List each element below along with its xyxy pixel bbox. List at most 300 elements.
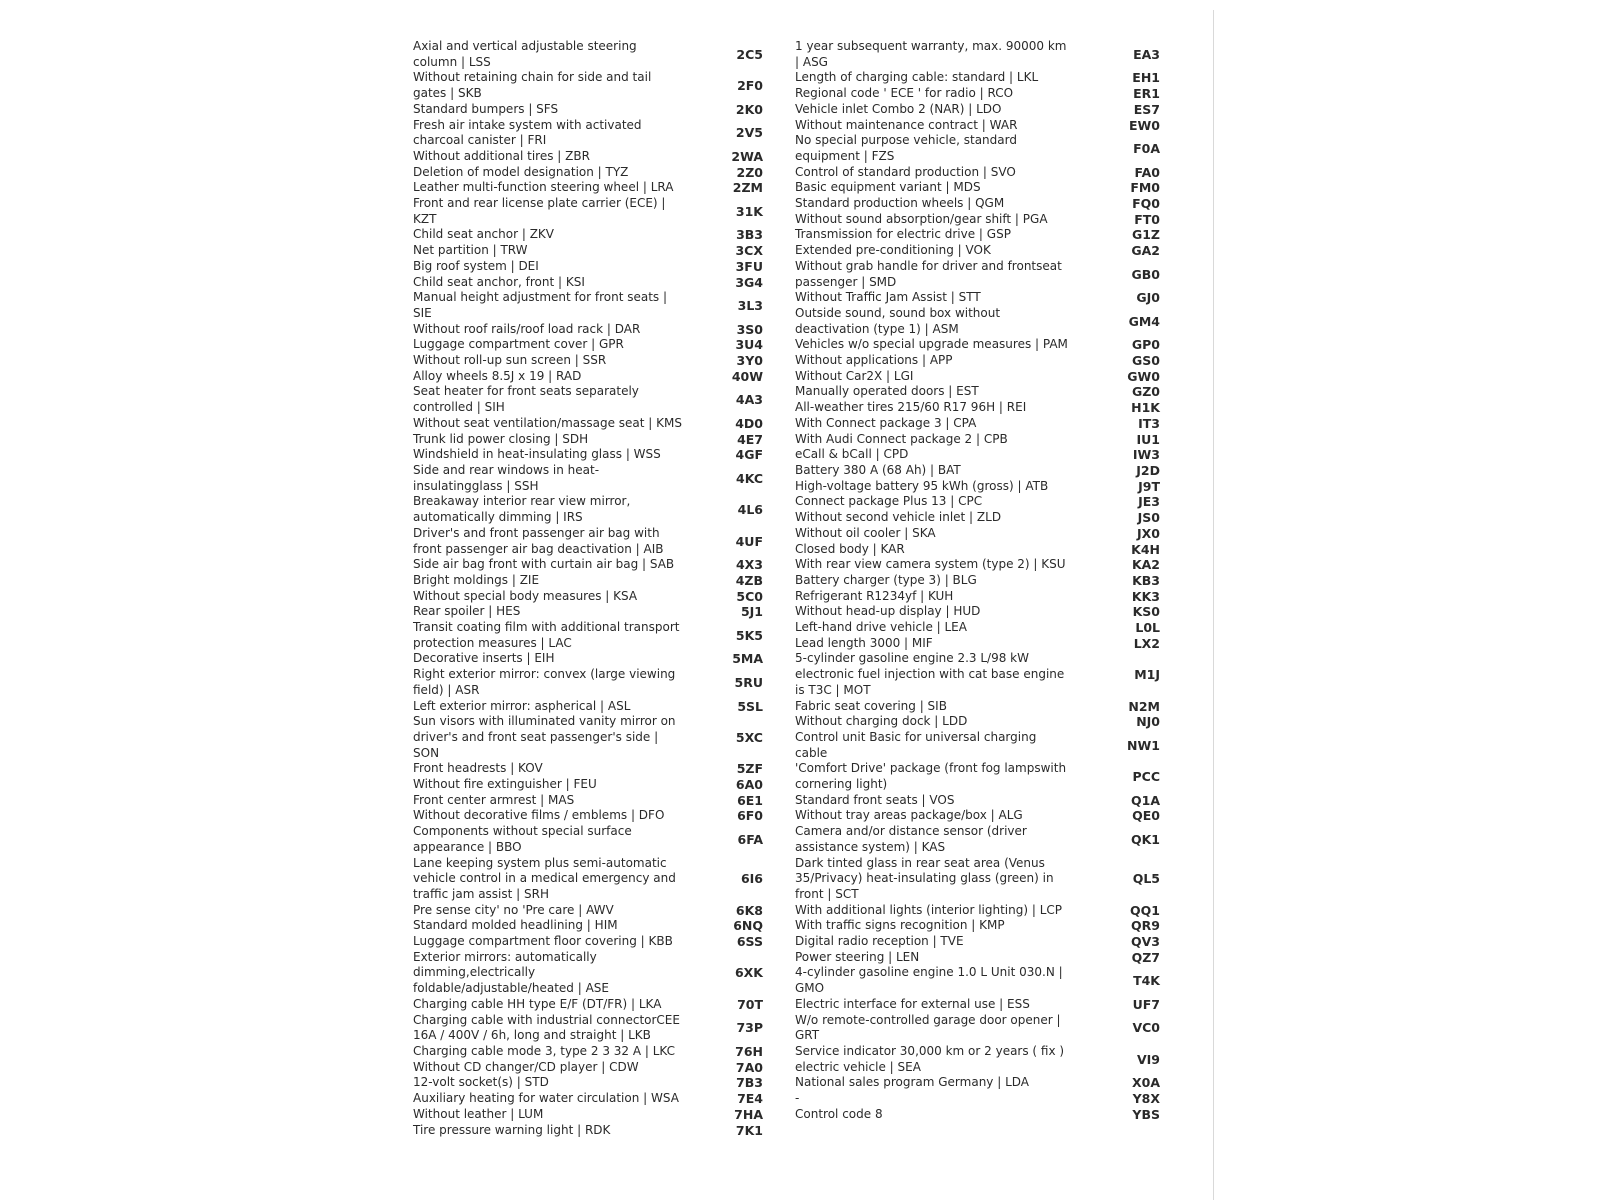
option-code: GZ0 [1131, 384, 1160, 400]
option-entry [795, 212, 1170, 228]
option-description: Big roof system | DEI [413, 258, 539, 273]
option-code: YBS [1132, 1106, 1160, 1122]
option-entry [795, 573, 1170, 589]
option-code: 4X3 [735, 557, 763, 573]
option-code: 4A3 [735, 392, 763, 408]
option-code: 2WA [731, 148, 763, 164]
option-code: ER1 [1133, 86, 1160, 102]
option-code: 4UF [735, 533, 763, 549]
option-code: PCC [1132, 769, 1160, 785]
option-code: K4H [1131, 541, 1160, 557]
option-entry [413, 259, 765, 275]
option-entry [795, 384, 1170, 400]
option-description: Axial and vertical adjustable steering column | LSS [413, 39, 637, 69]
option-code: 6E1 [737, 792, 763, 808]
option-description: Dark tinted glass in rear seat area (Venus 35/Privacy) heat-insulating glass (green) in front | SCT [795, 855, 1054, 901]
option-entry [795, 604, 1170, 620]
option-entry [795, 808, 1170, 824]
option-code: LX2 [1133, 635, 1160, 651]
option-entry [795, 290, 1170, 306]
option-description: W/o remote-controlled garage door opener | GRT [795, 1012, 1061, 1043]
option-code: Y8X [1132, 1091, 1160, 1107]
option-description: Without applications | APP [795, 353, 953, 368]
option-description: Without tray areas package/box | ALG [795, 808, 1023, 823]
option-entry [413, 180, 765, 196]
option-description: Without additional tires | ZBR [413, 148, 590, 163]
option-code: L0L [1135, 620, 1160, 636]
option-code: 2V5 [735, 125, 763, 141]
option-code: 76H [735, 1044, 763, 1059]
option-code: J2D [1136, 462, 1160, 478]
option-code: 2C5 [736, 46, 763, 62]
option-description: Lane keeping system plus semi-automatic vehicle control in a medical emergency and traffic jam assist | SRH [413, 855, 676, 901]
option-description: Manual height adjustment for front seats | SIE [413, 290, 668, 320]
option-code: FM0 [1130, 180, 1160, 196]
option-entry [413, 589, 765, 605]
option-description: Vehicle inlet Combo 2 (NAR) | LDO [795, 101, 1002, 116]
option-code: 6I6 [740, 871, 763, 887]
option-description: No special purpose vehicle, standard equipment | FZS [795, 133, 1017, 163]
option-code: 5K5 [735, 627, 763, 643]
option-code: T4K [1133, 973, 1160, 989]
option-entry [795, 494, 1170, 510]
option-entry [795, 934, 1170, 950]
option-entry [795, 793, 1170, 809]
option-entry [795, 227, 1170, 243]
option-description: Extended pre-conditioning | VOK [795, 243, 991, 258]
option-code: F0A [1133, 141, 1160, 157]
option-code: 40W [731, 368, 763, 384]
option-entry [795, 918, 1170, 934]
option-entry [795, 306, 1170, 337]
option-entry [795, 118, 1170, 134]
option-description: Fabric seat covering | SIB [795, 698, 947, 713]
option-description: eCall & bCall | CPD [795, 447, 909, 462]
option-description: Without seat ventilation/massage seat | KMS [413, 415, 682, 430]
option-description: With rear view camera system (type 2) | KSU [795, 557, 1066, 572]
option-entry [413, 165, 765, 181]
option-description: Battery 380 A (68 Ah) | BAT [795, 462, 961, 477]
option-code: KS0 [1132, 604, 1160, 620]
option-description: Luggage compartment cover | GPR [413, 337, 624, 352]
option-code: IU1 [1136, 431, 1160, 447]
option-description: Pre sense city' no 'Pre care | AWV [413, 902, 614, 917]
option-entry [795, 369, 1170, 385]
option-entry [795, 651, 1170, 698]
option-description: With Audi Connect package 2 | CPB [795, 431, 1008, 446]
option-entry [413, 447, 765, 463]
option-code: NW1 [1127, 737, 1160, 753]
page-edge-divider [1213, 10, 1214, 1200]
option-description: Child seat anchor, front | KSI [413, 274, 585, 289]
option-description: Side air bag front with curtain air bag | SAB [413, 557, 675, 572]
option-description: Without sound absorption/gear shift | PGA [795, 211, 1048, 226]
option-entry [795, 557, 1170, 573]
option-description: Rear spoiler | HES [413, 604, 521, 619]
option-code: EH1 [1132, 70, 1160, 86]
option-description: Without leather | LUM [413, 1106, 544, 1121]
option-entry [413, 102, 765, 118]
option-description: Without second vehicle inlet | ZLD [795, 510, 1002, 525]
option-entry [795, 1044, 1170, 1075]
option-entry [795, 165, 1170, 181]
option-description: Digital radio reception | TVE [795, 934, 964, 949]
option-entry [413, 463, 765, 494]
option-entry [413, 118, 765, 149]
option-entry [413, 70, 765, 101]
option-code: 31K [735, 203, 763, 219]
option-entry [795, 400, 1170, 416]
option-code: 6F0 [737, 808, 763, 824]
option-entry [413, 557, 765, 573]
option-description: Standard molded headlining | HIM [413, 918, 618, 933]
option-code: QR9 [1131, 918, 1160, 934]
option-code: JX0 [1137, 525, 1160, 541]
option-description: Control unit Basic for universal charging cable [795, 729, 1037, 760]
option-entry [413, 620, 765, 651]
option-code: KA2 [1131, 557, 1160, 573]
option-description: Vehicles w/o special upgrade measures | PAM [795, 337, 1068, 352]
option-entry [795, 39, 1170, 70]
left-column [413, 39, 765, 1138]
option-description: Driver's and front passenger air bag with front passenger air bag deactivation | AIB [413, 525, 664, 556]
option-code: 2ZM [732, 180, 763, 196]
option-code: 3CX [735, 243, 763, 259]
option-code: NJ0 [1136, 714, 1160, 730]
option-entry [413, 384, 765, 415]
option-code: ES7 [1133, 101, 1160, 117]
option-description: Luggage compartment floor covering | KBB [413, 934, 673, 949]
option-description: Charging cable mode 3, type 2 3 32 A | LKC [413, 1044, 676, 1058]
option-entry [413, 1044, 765, 1060]
option-code: 5ZF [736, 761, 763, 777]
option-code: FT0 [1134, 211, 1160, 227]
option-code: 6SS [736, 934, 763, 950]
option-description: Outside sound, sound box without deactivation (type 1) | ASM [795, 305, 1001, 336]
option-description: Electric interface for external use | ESS [795, 996, 1030, 1011]
option-code: 7B3 [736, 1075, 763, 1091]
option-entry [413, 1013, 765, 1044]
option-entry [795, 510, 1170, 526]
option-description: Auxiliary heating for water circulation | WSA [413, 1091, 679, 1106]
option-code: KK3 [1131, 588, 1160, 604]
option-code: 3S0 [736, 321, 763, 337]
option-code: G1Z [1131, 227, 1160, 243]
option-description: Power steering | LEN [795, 949, 920, 964]
option-code: 2F0 [737, 78, 763, 94]
option-code: 5C0 [736, 588, 763, 604]
option-description: Breakaway interior rear view mirror, automatically dimming | IRS [413, 494, 631, 525]
option-entry [795, 353, 1170, 369]
option-code: IW3 [1132, 447, 1160, 463]
option-code: GJ0 [1136, 290, 1160, 306]
option-entry [413, 699, 765, 715]
option-code: 2K0 [735, 101, 763, 117]
option-code: 7E4 [737, 1091, 763, 1107]
option-entry [413, 149, 765, 165]
option-code: H1K [1131, 400, 1160, 416]
option-code: 4ZB [735, 572, 763, 588]
option-entry [413, 494, 765, 525]
option-code: IT3 [1138, 415, 1160, 431]
option-description: Without Car2X | LGI [795, 368, 914, 383]
option-entry [795, 86, 1170, 102]
option-description: Leather multi-function steering wheel | LRA [413, 180, 674, 195]
option-description: Basic equipment variant | MDS [795, 180, 981, 195]
option-code: EA3 [1133, 46, 1160, 62]
option-code: EW0 [1128, 117, 1160, 133]
option-description: Tire pressure warning light | RDK [413, 1122, 611, 1137]
option-entry [413, 227, 765, 243]
option-code: FQ0 [1132, 196, 1160, 212]
option-description: Charging cable HH type E/F (DT/FR) | LKA [413, 996, 662, 1011]
option-description: 5-cylinder gasoline engine 2.3 L/98 kW electronic fuel injection with cat base engine is T3C | MOT [795, 651, 1065, 697]
option-entry [795, 416, 1170, 432]
option-entry [413, 337, 765, 353]
option-code: QL5 [1132, 871, 1160, 887]
option-entry [795, 542, 1170, 558]
option-code: 73P [736, 1020, 763, 1036]
option-entry [413, 856, 765, 903]
option-entry [413, 1075, 765, 1091]
option-description: Left exterior mirror: aspherical | ASL [413, 698, 631, 713]
option-entry [795, 432, 1170, 448]
option-entry [795, 196, 1170, 212]
option-entry [795, 903, 1170, 919]
option-code: 4KC [736, 470, 763, 486]
option-description: Sun visors with illuminated vanity mirror on driver's and front seat passenger's side | SON [413, 714, 676, 760]
option-description: Without grab handle for driver and frontseat passenger | SMD [795, 258, 1062, 289]
option-entry [413, 573, 765, 589]
option-code: Q1A [1131, 792, 1160, 808]
option-entry [795, 463, 1170, 479]
option-description: Without CD changer/CD player | CDW [413, 1059, 639, 1074]
option-description: Right exterior mirror: convex (large viewing field) | ASR [413, 667, 676, 697]
option-entry [795, 824, 1170, 855]
option-code: 3Y0 [736, 353, 763, 369]
option-description: Camera and/or distance sensor (driver assistance system) | KAS [795, 824, 1027, 854]
option-entry [413, 416, 765, 432]
option-entry [795, 1013, 1170, 1044]
option-code: QZ7 [1131, 949, 1160, 965]
option-entry [795, 636, 1170, 652]
option-code: 70T [737, 996, 763, 1012]
option-code: GB0 [1131, 266, 1160, 282]
option-entry [413, 918, 765, 934]
option-description: Without retaining chain for side and tail gates | SKB [413, 70, 652, 101]
option-code: 7K1 [735, 1122, 763, 1138]
option-description: Front center armrest | MAS [413, 792, 575, 807]
option-entry [413, 243, 765, 259]
option-entry [795, 761, 1170, 792]
option-description: Without roll-up sun screen | SSR [413, 353, 607, 368]
right-column [795, 39, 1170, 1123]
option-description: Without head-up display | HUD [795, 604, 981, 619]
option-description: Manually operated doors | EST [795, 384, 979, 399]
option-code: VI9 [1136, 1051, 1160, 1067]
option-description: Windshield in heat-insulating glass | WSS [413, 447, 661, 462]
option-description: National sales program Germany | LDA [795, 1075, 1029, 1090]
option-description: 12-volt socket(s) | STD [413, 1075, 549, 1090]
option-entry [795, 620, 1170, 636]
option-description: Front and rear license plate carrier (ECE) | KZT [413, 196, 666, 226]
option-description: Net partition | TRW [413, 243, 528, 258]
option-entry [795, 965, 1170, 996]
option-code: 4GF [735, 447, 763, 463]
option-description: Deletion of model designation | TYZ [413, 164, 629, 179]
option-description: Standard bumpers | SFS [413, 101, 559, 116]
option-description: Control code 8 [795, 1106, 883, 1121]
option-code: UF7 [1132, 996, 1160, 1012]
option-code: 2Z0 [736, 164, 763, 180]
option-description: High-voltage battery 95 kWh (gross) | ATB [795, 478, 1049, 493]
option-code: FA0 [1134, 164, 1160, 180]
option-code: JE3 [1138, 494, 1160, 510]
option-description: Closed body | KAR [795, 541, 905, 556]
option-code: 3G4 [735, 274, 763, 290]
option-description: Exterior mirrors: automatically dimming,electrically foldable/adjustable/heated | ASE [413, 949, 609, 996]
option-entry [413, 651, 765, 667]
option-entry [413, 824, 765, 855]
option-entry [413, 777, 765, 793]
option-description: Standard production wheels | QGM [795, 196, 1005, 211]
option-code: QK1 [1130, 832, 1160, 847]
option-code: GM4 [1128, 313, 1160, 329]
option-code: 4E7 [737, 431, 763, 447]
option-entry [795, 1091, 1170, 1107]
option-description: Service indicator 30,000 km or 2 years ( fix ) electric vehicle | SEA [795, 1044, 1065, 1074]
option-code: GA2 [1131, 243, 1160, 259]
option-entry [413, 369, 765, 385]
option-code: QV3 [1131, 934, 1160, 950]
option-description: With additional lights (interior lighting) | LCP [795, 902, 1063, 917]
option-description: 1 year subsequent warranty, max. 90000 km | ASG [795, 39, 1067, 69]
option-description: Battery charger (type 3) | BLG [795, 572, 977, 587]
option-code: 3L3 [737, 298, 763, 314]
option-description: Without maintenance contract | WAR [795, 117, 1018, 132]
option-code: 5J1 [740, 604, 763, 620]
option-description: Without roof rails/roof load rack | DAR [413, 321, 641, 336]
option-description: Left-hand drive vehicle | LEA [795, 620, 967, 635]
option-entry [413, 604, 765, 620]
option-code: M1J [1134, 667, 1160, 683]
option-code: X0A [1131, 1075, 1160, 1091]
option-description: Transmission for electric drive | GSP [795, 227, 1011, 242]
option-code: GW0 [1127, 368, 1160, 384]
option-entry [413, 667, 765, 698]
option-code: 6NQ [733, 918, 763, 934]
option-description: Components without special surface appearance | BBO [413, 824, 632, 854]
option-entry [413, 934, 765, 950]
option-entry [413, 808, 765, 824]
option-entry [795, 180, 1170, 196]
option-description: With traffic signs recognition | KMP [795, 918, 1005, 933]
option-entry [413, 275, 765, 291]
option-entry [413, 997, 765, 1013]
option-description: Fresh air intake system with activated charcoal canister | FRI [413, 117, 642, 148]
option-entry [413, 353, 765, 369]
option-description: Without special body measures | KSA [413, 588, 638, 603]
option-entry [795, 70, 1170, 86]
option-code: 5MA [732, 651, 763, 667]
option-code: VC0 [1132, 1020, 1160, 1036]
option-entry [795, 589, 1170, 605]
option-description: Without decorative films / emblems | DFO [413, 808, 665, 823]
option-entry [795, 699, 1170, 715]
option-entry [413, 1091, 765, 1107]
option-entry [795, 102, 1170, 118]
option-code: J9T [1138, 478, 1160, 494]
option-entry [795, 1075, 1170, 1091]
option-entry [413, 761, 765, 777]
option-entry [795, 714, 1170, 730]
option-code: QE0 [1132, 808, 1160, 824]
option-code: N2M [1128, 698, 1160, 714]
option-entry [795, 997, 1170, 1013]
option-code: 6K8 [735, 902, 763, 918]
option-entry [413, 903, 765, 919]
option-description: Transit coating film with additional transport protection measures | LAC [413, 620, 680, 650]
option-entry [413, 793, 765, 809]
option-entry [795, 950, 1170, 966]
option-description: Front headrests | KOV [413, 761, 543, 776]
option-description: Decorative inserts | EIH [413, 651, 555, 666]
option-description: Alloy wheels 8.5J x 19 | RAD [413, 368, 582, 383]
option-description: Trunk lid power closing | SDH [413, 431, 589, 446]
option-entry [413, 1060, 765, 1076]
option-entry [795, 479, 1170, 495]
option-entry [795, 730, 1170, 761]
option-code: 6XK [734, 965, 763, 981]
option-entry [795, 259, 1170, 290]
option-description: Control of standard production | SVO [795, 164, 1016, 179]
option-entry [413, 1123, 765, 1139]
option-code: 4L6 [737, 502, 763, 518]
option-entry [413, 526, 765, 557]
option-entry [413, 322, 765, 338]
option-code: GS0 [1132, 353, 1160, 369]
option-entry [795, 1107, 1170, 1123]
option-code: 7A0 [735, 1059, 763, 1075]
option-code: 6A0 [735, 777, 763, 793]
option-entry [795, 133, 1170, 164]
option-description: Without Traffic Jam Assist | STT [795, 290, 981, 305]
option-code: JS0 [1137, 510, 1160, 526]
option-code: 5SL [737, 698, 763, 714]
option-entry [795, 243, 1170, 259]
option-description: Bright moldings | ZIE [413, 572, 540, 587]
option-code: KB3 [1132, 572, 1160, 588]
option-description: All-weather tires 215/60 R17 96H | REI [795, 400, 1027, 415]
option-code: 7HA [734, 1106, 763, 1122]
option-description: Lead length 3000 | MIF [795, 635, 933, 650]
option-code: 6FA [737, 832, 763, 847]
option-description: Standard front seats | VOS [795, 792, 955, 807]
option-code: 3B3 [736, 227, 763, 243]
option-entry [795, 856, 1170, 903]
option-entry [413, 1107, 765, 1123]
option-description: Regional code ' ECE ' for radio | RCO [795, 86, 1014, 101]
option-entry [413, 950, 765, 997]
option-entry [413, 39, 765, 70]
option-description: Without charging dock | LDD [795, 714, 968, 729]
option-entry [795, 337, 1170, 353]
option-code: 3FU [735, 258, 763, 274]
option-code: QQ1 [1130, 902, 1160, 918]
option-description: Charging cable with industrial connectorCEE 16A / 400V / 6h, long and straight | LKB [413, 1012, 680, 1043]
option-entry [413, 290, 765, 321]
option-entry [795, 526, 1170, 542]
